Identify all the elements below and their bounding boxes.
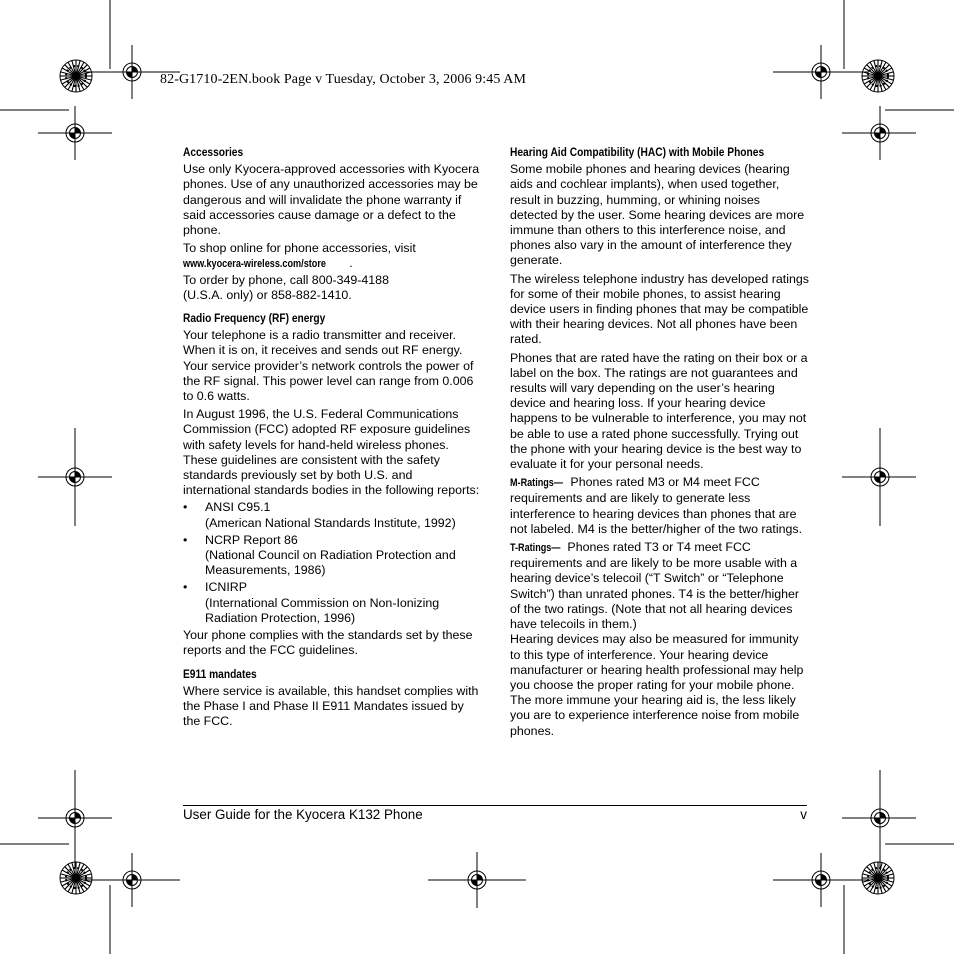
footer-title: User Guide for the Kyocera K132 Phone — [183, 807, 423, 822]
e911-heading: E911 mandates — [183, 667, 257, 681]
star-target-icon — [862, 862, 894, 894]
bullet-icon: • — [183, 580, 188, 595]
bullet-icon: • — [183, 500, 188, 515]
list-item — [183, 580, 483, 626]
star-target-icon — [862, 60, 894, 92]
rf-para-2: In August 1996, the U.S. Federal Communications Commission (FCC) adopted RF exposure guidelines with safety levels for hand-held wireless phones. These guidelines are consistent with the safety standards previously set by both U.S. and international standards bodies in the following reports: — [183, 407, 480, 498]
report-detail: (American National Standards Institute, 1992) — [205, 515, 456, 530]
report-detail: (National Council on Radiation Protection and Measurements, 1986) — [205, 548, 456, 578]
right-column — [510, 145, 810, 739]
bullet-icon: • — [183, 532, 188, 547]
star-target-icon — [60, 862, 92, 894]
report-detail: (International Commission on Non-Ionizing Radiation Protection, 1996) — [205, 595, 440, 625]
m-ratings-text: Phones rated M3 or M4 meet FCC requirements and are likely to generate less interference to hearing devices than phones that are not labeled. M4 is the better/higher of the two ratings. — [510, 475, 803, 536]
list-item — [183, 533, 483, 579]
report-title: ICNIRP — [205, 580, 247, 595]
rf-para-3: Your phone complies with the standards set by these reports and the FCC guidelines. — [183, 628, 473, 658]
rf-heading: Radio Frequency (RF) energy — [183, 312, 326, 326]
m-ratings-label: M-Ratings— — [510, 477, 563, 490]
m-ratings-para — [510, 475, 810, 537]
accessories-phone-line-1: To order by phone, call 800-349-4188 — [183, 272, 389, 287]
accessories-heading: Accessories — [183, 146, 244, 159]
accessories-url-line: www.kyocera-wireless.com/store . — [183, 256, 483, 272]
list-item — [183, 500, 483, 530]
page-number: v — [800, 807, 807, 822]
report-title: NCRP Report 86 — [205, 532, 298, 547]
file-info-header: 82-G1710-2EN.book Page v Tuesday, October 3, 2006 9:45 AM — [160, 72, 527, 87]
hac-para-4: Hearing devices may also be measured for immunity to this type of interference. Your hearing device manufacturer or hearing health professional may help you choose the proper rating for your mobile phone. The more immune your hearing aid is, the less likely you are to experience interference noise from mobile phones. — [510, 632, 804, 738]
rf-para-1: Your telephone is a radio transmitter and receiver. When it is on, it receives and sends out RF energy. Your service provider’s network controls the power of the RF signal. This power level can range from 0.006 to 0.6 watts. — [183, 328, 474, 404]
report-title: ANSI C95.1 — [205, 500, 271, 515]
left-column — [183, 145, 483, 729]
accessories-phone-line-2: (U.S.A. only) or 858-882-1410. — [183, 287, 352, 302]
t-ratings-text: Phones rated T3 or T4 meet FCC requirements and are likely to be more usable with a hearing device’s telecoil (“T Switch” or “Telephone Switch”) than unrated phones. T4 is the better/higher of the two ratings. (Note that not all hearing devices have telecoils in them.) — [510, 540, 800, 632]
accessories-para-1: Use only Kyocera-approved accessories with Kyocera phones. Use of any unauthorized accessories may be dangerous and will invalidate the phone warranty if said accessories cause damage or a defect to the phone. — [183, 162, 480, 238]
hac-para-3: Phones that are rated have the rating on their box or a label on the box. The ratings are not guarantees and results will vary depending on the user’s hearing device and hearing loss. If your hearing device happens to be vulnerable to interference, you may not be able to use a rated phone successfully. Trying out the phone with your hearing device is the best way to evaluate it for your personal needs. — [510, 350, 808, 472]
star-target-icon — [60, 60, 92, 92]
rf-report-list — [183, 500, 483, 626]
page-footer — [183, 805, 807, 822]
hac-para-1: Some mobile phones and hearing devices (hearing aids and cochlear implants), when used together, result in buzzing, humming, or whining noises detected by the user. Some hearing devices are more immune than others to this interference noise, and phones also vary in the amount of interference they generate. — [510, 162, 805, 268]
hac-heading: Hearing Aid Compatibility (HAC) with Mobile Phones — [510, 146, 765, 159]
e911-para-1: Where service is available, this handset complies with the Phase I and Phase II E911 Mandates issued by the FCC. — [183, 683, 479, 729]
t-ratings-label: T-Ratings— — [510, 542, 561, 555]
hac-para-2: The wireless telephone industry has developed ratings for some of their mobile phones, to assist hearing device users in finding phones that may be compatible with their hearing devices. Not all phones have been rated. — [510, 271, 809, 347]
store-link[interactable]: www.kyocera-wireless.com/store — [183, 258, 326, 271]
t-ratings-para — [510, 540, 810, 632]
accessories-para-2: To shop online for phone accessories, visit — [183, 241, 416, 256]
